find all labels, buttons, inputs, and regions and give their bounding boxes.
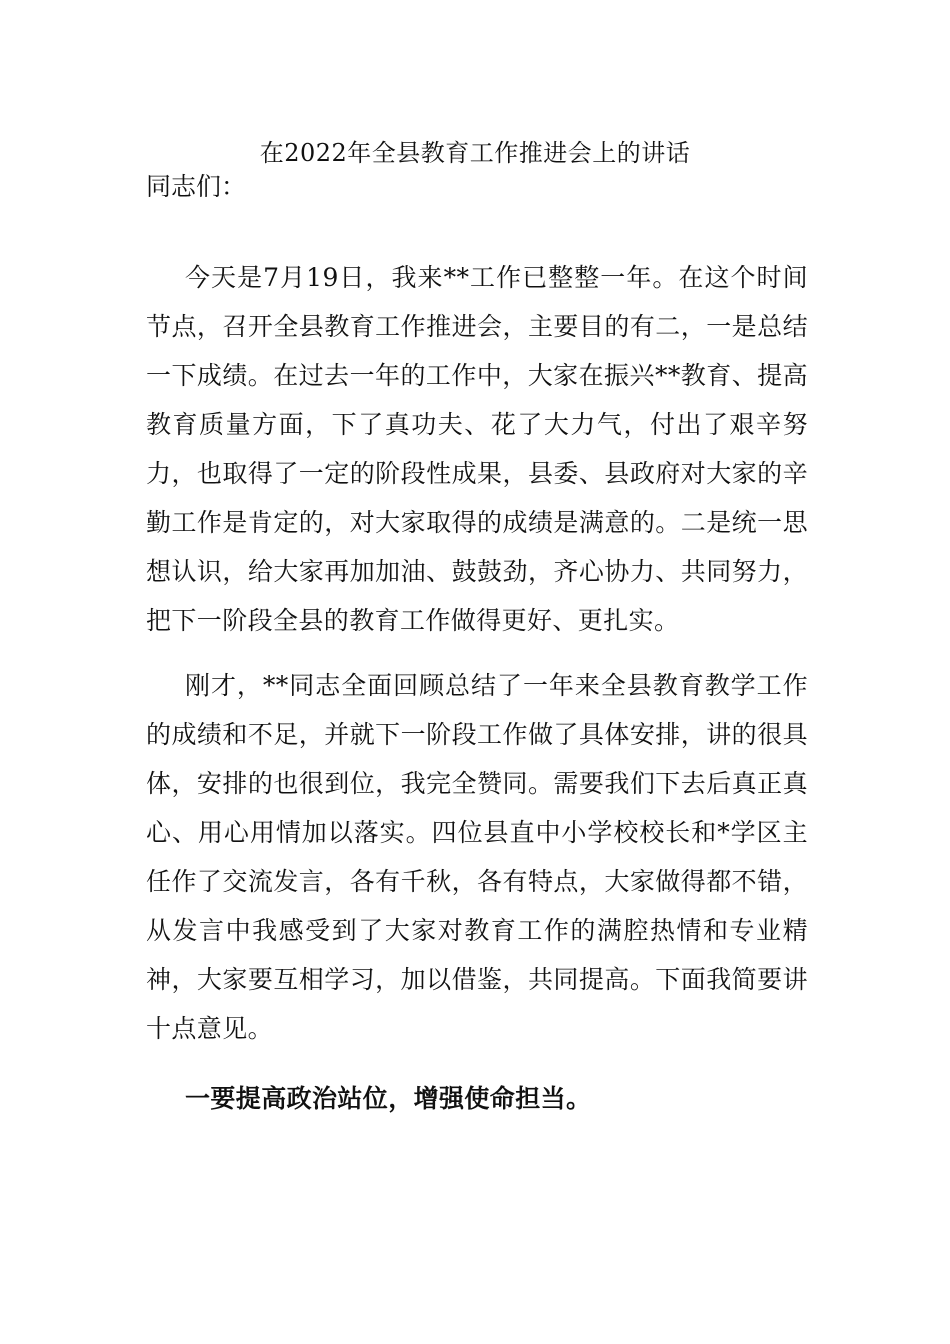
document-title: 在2022年全县教育工作推进会上的讲话: [259, 139, 691, 167]
section-heading: 一要提高政治站位，增强使命担当。: [185, 1084, 592, 1113]
body-paragraph-2: 刚才，**同志全面回顾总结了一年来全县教育教学工作的成绩和不足，并就下一阶段工作做了具体安排，讲的很具体，安排的也很到位，我完全赞同。需要我们下去后真正真心、用心用情加以落实。四位县直中小学校校长和*学区主任作了交流发言，各有千秋，各有特点，大家做得都不错，从发言中我感受到了大家对教育工作的满腔热情和专业精神，大家要互相学习，加以借鉴，共同提高。下面我简要讲十点意见。: [146, 671, 808, 1043]
salutation: 同志们：: [146, 172, 247, 201]
body-paragraph-1: 今天是7月19日，我来**工作已整整一年。在这个时间节点，召开全县教育工作推进会，主要目的有二，一是总结一下成绩。在过去一年的工作中，大家在振兴**教育、提高教育质量方面，下了真功夫、花了大力气，付出了艰辛努力，也取得了一定的阶段性成果，县委、县政府对大家的辛勤工作是肯定的，对大家取得的成绩是满意的。二是统一思想认识，给大家再加加油、鼓鼓劲，齐心协力、共同努力，把下一阶段全县的教育工作做得更好、更扎实。: [146, 263, 808, 635]
